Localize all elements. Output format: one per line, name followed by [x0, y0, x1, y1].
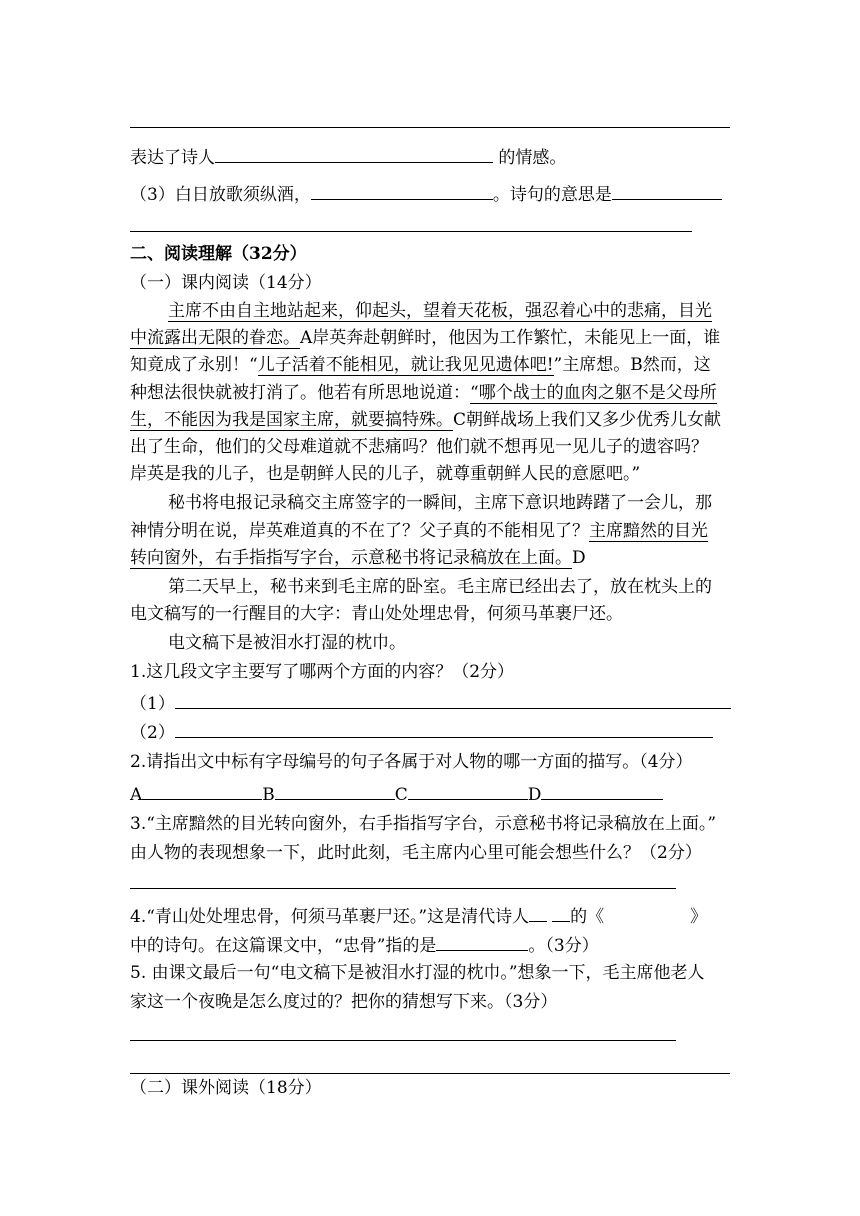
question-2-answers: [130, 781, 663, 806]
poem-q2-prefix: 表达了诗人: [130, 148, 215, 168]
passage-line: [168, 300, 712, 322]
poem-q2-suffix: 的情感。: [493, 148, 567, 168]
answer-line: [130, 127, 730, 128]
answer-blank[interactable]: [612, 181, 722, 200]
answer-line: [130, 1040, 676, 1041]
question-text: 。（3分）: [528, 936, 599, 956]
question-2: 2.请指出文中标有字母编号的句子各属于对人物的哪一方面的描写。（4分）: [130, 752, 693, 772]
question-1-answer-b: [130, 719, 713, 744]
passage-line: [130, 409, 721, 431]
answer-blank[interactable]: [275, 781, 395, 800]
passage-text: D: [572, 548, 586, 568]
answer-blank[interactable]: [541, 781, 663, 800]
passage-line: 出了生命，他们的父母难道就不悲痛吗？他们就不想再见一见儿子的遗容吗？: [130, 437, 708, 457]
section-title: 二、阅读理解（32分）: [130, 244, 307, 264]
question-text: 》: [690, 907, 708, 927]
passage-text: 种想法很快就被打消了。他若有所思地说道：: [130, 383, 470, 403]
underlined-sentence: 儿子活着不能相见，就让我见见遗体吧!: [257, 355, 554, 375]
passage-line: 岸英是我的儿子，也是朝鲜人民的儿子，就尊重朝鲜人民的意愿吧。”: [130, 464, 641, 484]
question-4-cont: [130, 932, 599, 957]
answer-label: A: [130, 785, 143, 805]
passage-text: 知竟成了永别！“: [130, 355, 258, 375]
answer-blank[interactable]: [175, 719, 713, 738]
underlined-sentence: 转向窗外，右手指指写字台，示意秘书将记录稿放在上面。: [130, 548, 572, 568]
passage-line: 第二天早上，秘书来到毛主席的卧室。毛主席已经出去了，放在枕头上的: [168, 577, 712, 597]
question-text: 的《: [570, 907, 605, 927]
question-text: 4.“青山处处埋忠骨，何须马革裹尸还。”这是清代诗人: [130, 907, 530, 927]
passage-text: ”主席想。B然而，这: [553, 355, 711, 375]
question-5: 5. 由课文最后一句“电文稿下是被泪水打湿的枕巾。”想象一下，毛主席他老人: [130, 963, 705, 983]
passage-text: 神情分明在说，岸英难道真的不在了？父子真的不能相见了？: [130, 521, 589, 541]
poem-q2-line: [130, 144, 566, 169]
poem-q3-mid: 。诗句的意思是: [492, 185, 612, 205]
poem-q3-prefix: （3）白日放歌须纵酒，: [130, 185, 311, 205]
underlined-sentence: 主席黯然的目光: [589, 521, 708, 541]
question-5-cont: 家这一个夜晚是怎么度过的？把你的猜想写下来。（3分）: [130, 992, 558, 1012]
answer-blank[interactable]: [215, 144, 493, 163]
answer-label: （1）: [130, 694, 175, 714]
answer-blank[interactable]: [408, 781, 528, 800]
answer-label: （2）: [130, 723, 175, 743]
passage-line: 电文稿下是被泪水打湿的枕巾。: [168, 633, 406, 653]
passage-line: 秘书将电报记录稿交主席签字的一瞬间，主席下意识地踌躇了一会儿，那: [168, 493, 712, 513]
answer-blank[interactable]: [311, 181, 493, 200]
passage-line: [130, 327, 720, 349]
answer-label: C: [394, 785, 408, 805]
poem-q3-line: [130, 181, 722, 206]
section-divider: [130, 1073, 730, 1074]
answer-blank[interactable]: [436, 932, 528, 951]
question-4: [130, 903, 707, 928]
passage-line: [130, 547, 586, 569]
question-text: 中的诗句。在这篇课文中，“忠骨”指的是: [130, 936, 437, 956]
answer-blank[interactable]: [552, 903, 570, 922]
passage-text: A岸英奔赴朝鲜时，他因为工作繁忙，未能见上一面，谁: [300, 328, 721, 348]
answer-blank[interactable]: [142, 781, 262, 800]
underlined-sentence: 生，不能因为我是国家主席，就要搞特殊。: [130, 410, 453, 430]
part1-title: （一）课内阅读（14分）: [130, 273, 322, 293]
part2-title: （二）课外阅读（18分）: [130, 1078, 322, 1098]
answer-blank[interactable]: [175, 690, 731, 709]
answer-line: [130, 888, 676, 889]
underlined-sentence: 中流露出无限的眷恋。: [130, 328, 300, 348]
underlined-sentence: “哪个战士的血肉之躯不是父母所: [470, 383, 717, 403]
answer-label: D: [527, 785, 542, 805]
question-3: 3.“主席黯然的目光转向窗外，右手指指写字台，示意秘书将记录稿放在上面。”: [130, 814, 717, 834]
underlined-sentence: 主席不由自主地站起来，仰起头，望着天花板，强忍着心中的悲痛，目光: [168, 301, 712, 321]
answer-blank[interactable]: [529, 903, 547, 922]
passage-line: 电文稿写的一行醒目的大字：青山处处埋忠骨，何须马革裹尸还。: [130, 604, 623, 624]
question-1-answer-a: [130, 690, 731, 715]
passage-line: [130, 382, 717, 404]
passage-text: C朝鲜战场上我们又多少优秀儿女献: [453, 410, 722, 430]
passage-line: [130, 520, 708, 542]
answer-line: [130, 231, 692, 232]
question-1: 1.这几段文字主要写了哪两个方面的内容？（2分）: [130, 662, 515, 682]
passage-line: [130, 354, 711, 376]
question-3-cont: 由人物的表现想象一下，此时此刻，毛主席内心里可能会想些什么？（2分）: [130, 843, 702, 863]
answer-label: B: [262, 785, 275, 805]
